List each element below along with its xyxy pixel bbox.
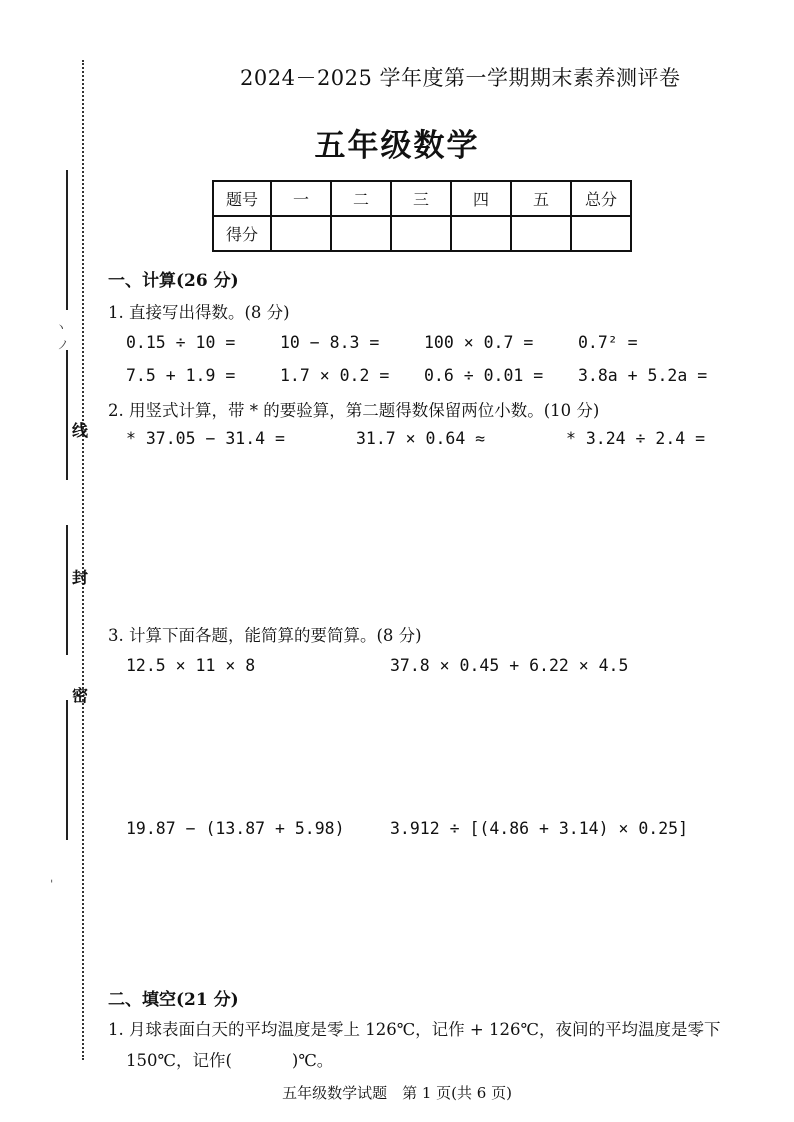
section-2-heading: 二、填空(21 分) xyxy=(108,990,239,1010)
binding-solid-line xyxy=(66,525,68,655)
binding-solid-line xyxy=(66,170,68,310)
score-table-cell: 三 xyxy=(391,181,451,216)
binding-char-xian: 线 xyxy=(72,421,89,440)
score-table-header-row xyxy=(213,181,631,216)
fill-blank-text: )℃。 xyxy=(291,1051,334,1070)
score-entry-cell[interactable] xyxy=(271,216,331,251)
score-table-cell: 一 xyxy=(271,181,331,216)
score-table xyxy=(212,180,632,252)
binding-char-feng: 封 xyxy=(72,568,89,587)
margin-mark: ˌ xyxy=(50,870,54,884)
score-table-cell: 得分 xyxy=(213,216,271,251)
score-table-cell: 四 xyxy=(451,181,511,216)
question-1-1-prompt: 1. 直接写出得数。(8 分) xyxy=(108,303,290,322)
vertical-calc-item: * 3.24 ÷ 2.4 = xyxy=(566,429,706,448)
binding-solid-line xyxy=(66,700,68,840)
vertical-calc-item: 31.7 × 0.64 ≈ xyxy=(356,429,486,448)
score-table-cell: 五 xyxy=(511,181,571,216)
score-entry-cell[interactable] xyxy=(511,216,571,251)
oral-calc-item: 3.8a + 5.2a = xyxy=(578,366,708,385)
simplify-calc-item: 12.5 × 11 × 8 xyxy=(126,656,256,675)
binding-char-mi: 密 xyxy=(72,686,89,705)
oral-calc-item: 7.5 + 1.9 = xyxy=(126,366,236,385)
subject-title: 五年级数学 xyxy=(314,128,480,164)
simplify-calc-item: 37.8 × 0.45 + 6.22 × 4.5 xyxy=(390,656,629,675)
oral-calc-item: 100 × 0.7 = xyxy=(424,333,534,352)
binding-solid-line xyxy=(66,350,68,480)
oral-calc-item: 0.7² = xyxy=(578,333,638,352)
simplify-calc-item: 19.87 − (13.87 + 5.98) xyxy=(126,819,345,838)
oral-calc-item: 0.6 ÷ 0.01 = xyxy=(424,366,544,385)
score-table-cell: 题号 xyxy=(213,181,271,216)
score-table-score-row xyxy=(213,216,631,251)
score-table-cell: 二 xyxy=(331,181,391,216)
oral-calc-item: 10 − 8.3 = xyxy=(280,333,380,352)
question-1-2-prompt: 2. 用竖式计算，带 * 的要验算，第二题得数保留两位小数。(10 分) xyxy=(108,401,600,420)
oral-calc-item: 0.15 ÷ 10 = xyxy=(126,333,236,352)
vertical-calc-item: * 37.05 − 31.4 = xyxy=(126,429,285,448)
score-entry-cell[interactable] xyxy=(571,216,631,251)
score-entry-cell[interactable] xyxy=(331,216,391,251)
oral-calc-item: 1.7 × 0.2 = xyxy=(280,366,390,385)
score-entry-cell[interactable] xyxy=(391,216,451,251)
margin-mark: ノ xyxy=(57,338,70,352)
simplify-calc-item: 3.912 ÷ [(4.86 + 3.14) × 0.25] xyxy=(390,819,689,838)
section-1-heading: 一、计算(26 分) xyxy=(108,271,239,291)
question-1-3-prompt: 3. 计算下面各题，能简算的要简算。(8 分) xyxy=(108,626,422,645)
fill-blank-question-1: 1. 月球表面白天的平均温度是零上 126℃，记作 + 126℃，夜间的平均温度是零下 xyxy=(108,1020,721,1039)
score-entry-cell[interactable] xyxy=(451,216,511,251)
fill-blank-question-1-line2 xyxy=(126,1047,333,1071)
score-table-cell: 总分 xyxy=(571,181,631,216)
margin-mark: ヽ xyxy=(55,320,68,334)
exam-title: 2024－2025 学年度第一学期期末素养测评卷 xyxy=(240,66,681,90)
binding-dotted-line xyxy=(82,60,84,1060)
page-footer: 五年级数学试题 第 1 页(共 6 页) xyxy=(282,1084,512,1102)
fill-blank-text: 150℃，记作( xyxy=(126,1051,232,1070)
